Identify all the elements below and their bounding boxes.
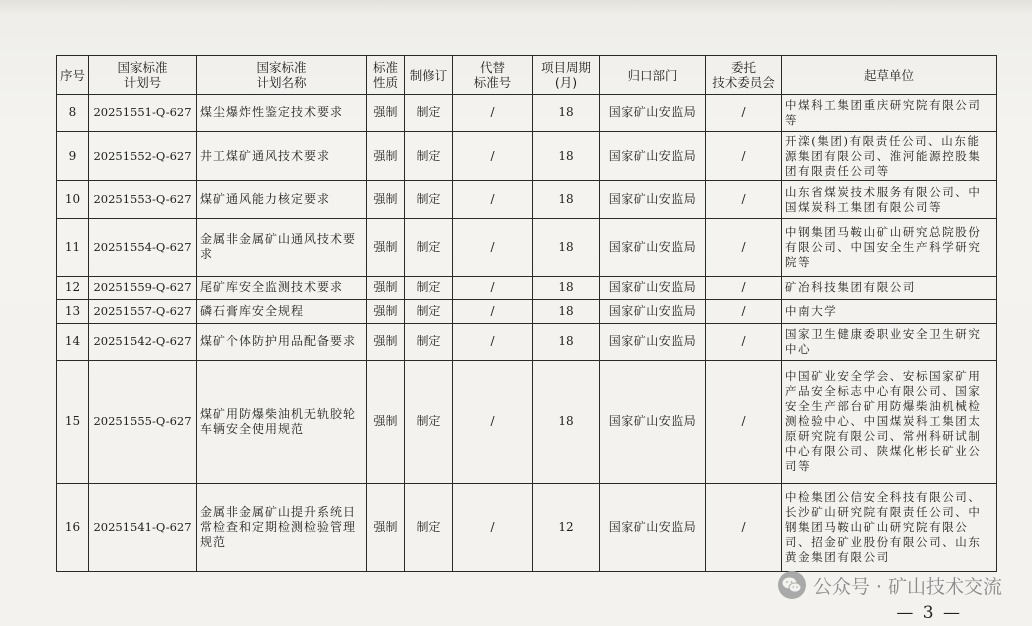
- revision-type-cell: 制定: [405, 131, 453, 180]
- plan-code-cell: 20251557-Q-627: [89, 300, 197, 324]
- row-number-cell: 14: [57, 323, 89, 360]
- drafting-unit-cell: 国家卫生健康委职业安全卫生研究中心: [782, 323, 997, 360]
- replaced-standard-cell: /: [453, 360, 533, 483]
- header-col-no: 序号: [57, 56, 89, 95]
- page-number: — 3 —: [896, 603, 962, 623]
- plan-name-cell: 磷石膏库安全规程: [197, 300, 367, 324]
- watermark-text: 公众号 · 矿山技术交流: [812, 575, 1002, 598]
- standard-nature-cell: 强制: [367, 219, 405, 276]
- technical-committee-cell: /: [706, 181, 782, 219]
- drafting-unit-cell: 中检集团公信安全科技有限公司、长沙矿山研究院有限责任公司、中钢集团马鞍山矿山研究院有限公司、招金矿业股份有限公司、山东黄金集团有限公司: [782, 483, 997, 571]
- standards-plan-table: [56, 55, 997, 572]
- wechat-icon: [777, 570, 807, 600]
- revision-type-cell: 制定: [405, 276, 453, 300]
- revision-type-cell: 制定: [405, 181, 453, 219]
- table-row: [57, 300, 997, 324]
- header-col-code: 国家标准 计划号: [89, 56, 197, 95]
- plan-code-cell: 20251554-Q-627: [89, 219, 197, 276]
- replaced-standard-cell: /: [453, 219, 533, 276]
- table-header-row: [57, 56, 997, 95]
- revision-type-cell: 制定: [405, 360, 453, 483]
- revision-type-cell: 制定: [405, 300, 453, 324]
- technical-committee-cell: /: [706, 300, 782, 324]
- project-cycle-cell: 18: [533, 131, 600, 180]
- standard-nature-cell: 强制: [367, 300, 405, 324]
- header-col-name: 国家标准 计划名称: [197, 56, 367, 95]
- replaced-standard-cell: /: [453, 131, 533, 180]
- department-cell: 国家矿山安监局: [600, 300, 706, 324]
- project-cycle-cell: 18: [533, 276, 600, 300]
- table-row: [57, 276, 997, 300]
- header-col-type: 制修订: [405, 56, 453, 95]
- department-cell: 国家矿山安监局: [600, 483, 706, 571]
- technical-committee-cell: /: [706, 219, 782, 276]
- drafting-unit-cell: 中南大学: [782, 300, 997, 324]
- row-number-cell: 12: [57, 276, 89, 300]
- drafting-unit-cell: 开滦(集团)有限责任公司、山东能源集团有限公司、淮河能源控股集团有限责任公司等: [782, 131, 997, 180]
- standard-nature-cell: 强制: [367, 483, 405, 571]
- row-number-cell: 10: [57, 181, 89, 219]
- replaced-standard-cell: /: [453, 181, 533, 219]
- watermark: [777, 570, 1002, 600]
- plan-name-cell: 金属非金属矿山通风技术要求: [197, 219, 367, 276]
- project-cycle-cell: 18: [533, 219, 600, 276]
- department-cell: 国家矿山安监局: [600, 181, 706, 219]
- header-col-nature: 标准 性质: [367, 56, 405, 95]
- table-row: [57, 181, 997, 219]
- drafting-unit-cell: 矿冶科技集团有限公司: [782, 276, 997, 300]
- plan-code-cell: 20251555-Q-627: [89, 360, 197, 483]
- drafting-unit-cell: 山东省煤炭技术服务有限公司、中国煤炭科工集团有限公司等: [782, 181, 997, 219]
- standard-nature-cell: 强制: [367, 95, 405, 132]
- project-cycle-cell: 12: [533, 483, 600, 571]
- project-cycle-cell: 18: [533, 181, 600, 219]
- replaced-standard-cell: /: [453, 276, 533, 300]
- plan-name-cell: 煤矿通风能力核定要求: [197, 181, 367, 219]
- plan-name-cell: 井工煤矿通风技术要求: [197, 131, 367, 180]
- plan-code-cell: 20251551-Q-627: [89, 95, 197, 132]
- department-cell: 国家矿山安监局: [600, 360, 706, 483]
- standard-nature-cell: 强制: [367, 360, 405, 483]
- technical-committee-cell: /: [706, 95, 782, 132]
- header-col-tc: 委托 技术委员会: [706, 56, 782, 95]
- technical-committee-cell: /: [706, 360, 782, 483]
- revision-type-cell: 制定: [405, 483, 453, 571]
- row-number-cell: 13: [57, 300, 89, 324]
- header-col-drafter: 起草单位: [782, 56, 997, 95]
- department-cell: 国家矿山安监局: [600, 219, 706, 276]
- project-cycle-cell: 18: [533, 95, 600, 132]
- table-row: [57, 360, 997, 483]
- plan-name-cell: 金属非金属矿山提升系统日常检查和定期检测检验管理规范: [197, 483, 367, 571]
- row-number-cell: 16: [57, 483, 89, 571]
- row-number-cell: 9: [57, 131, 89, 180]
- project-cycle-cell: 18: [533, 360, 600, 483]
- table-row: [57, 95, 997, 132]
- row-number-cell: 11: [57, 219, 89, 276]
- table-row: [57, 323, 997, 360]
- replaced-standard-cell: /: [453, 483, 533, 571]
- technical-committee-cell: /: [706, 323, 782, 360]
- project-cycle-cell: 18: [533, 300, 600, 324]
- table-row: [57, 483, 997, 571]
- replaced-standard-cell: /: [453, 300, 533, 324]
- plan-code-cell: 20251559-Q-627: [89, 276, 197, 300]
- row-number-cell: 8: [57, 95, 89, 132]
- header-col-replace: 代替 标准号: [453, 56, 533, 95]
- plan-code-cell: 20251542-Q-627: [89, 323, 197, 360]
- project-cycle-cell: 18: [533, 323, 600, 360]
- standard-nature-cell: 强制: [367, 131, 405, 180]
- technical-committee-cell: /: [706, 276, 782, 300]
- technical-committee-cell: /: [706, 483, 782, 571]
- plan-name-cell: 煤尘爆炸性鉴定技术要求: [197, 95, 367, 132]
- plan-code-cell: 20251552-Q-627: [89, 131, 197, 180]
- drafting-unit-cell: 中国矿业安全学会、安标国家矿用产品安全标志中心有限公司、国家安全生产部台矿用防爆柴油机械检测检验中心、中国煤炭科工集团太原研究院有限公司、常州科研试制中心有限公司、陕煤化彬长矿业公司等: [782, 360, 997, 483]
- department-cell: 国家矿山安监局: [600, 131, 706, 180]
- plan-name-cell: 煤矿个体防护用品配备要求: [197, 323, 367, 360]
- plan-code-cell: 20251541-Q-627: [89, 483, 197, 571]
- header-col-dept: 归口部门: [600, 56, 706, 95]
- revision-type-cell: 制定: [405, 323, 453, 360]
- page-top-edge: [0, 0, 1032, 14]
- drafting-unit-cell: 中煤科工集团重庆研究院有限公司等: [782, 95, 997, 132]
- plan-code-cell: 20251553-Q-627: [89, 181, 197, 219]
- standard-nature-cell: 强制: [367, 181, 405, 219]
- revision-type-cell: 制定: [405, 219, 453, 276]
- revision-type-cell: 制定: [405, 95, 453, 132]
- technical-committee-cell: /: [706, 131, 782, 180]
- standard-nature-cell: 强制: [367, 323, 405, 360]
- table-row: [57, 219, 997, 276]
- plan-name-cell: 煤矿用防爆柴油机无轨胶轮车辆安全使用规范: [197, 360, 367, 483]
- header-col-cycle: 项目周期 (月): [533, 56, 600, 95]
- plan-name-cell: 尾矿库安全监测技术要求: [197, 276, 367, 300]
- department-cell: 国家矿山安监局: [600, 323, 706, 360]
- replaced-standard-cell: /: [453, 95, 533, 132]
- department-cell: 国家矿山安监局: [600, 276, 706, 300]
- drafting-unit-cell: 中钢集团马鞍山矿山研究总院股份有限公司、中国安全生产科学研究院等: [782, 219, 997, 276]
- department-cell: 国家矿山安监局: [600, 95, 706, 132]
- table-row: [57, 131, 997, 180]
- replaced-standard-cell: /: [453, 323, 533, 360]
- standard-nature-cell: 强制: [367, 276, 405, 300]
- row-number-cell: 15: [57, 360, 89, 483]
